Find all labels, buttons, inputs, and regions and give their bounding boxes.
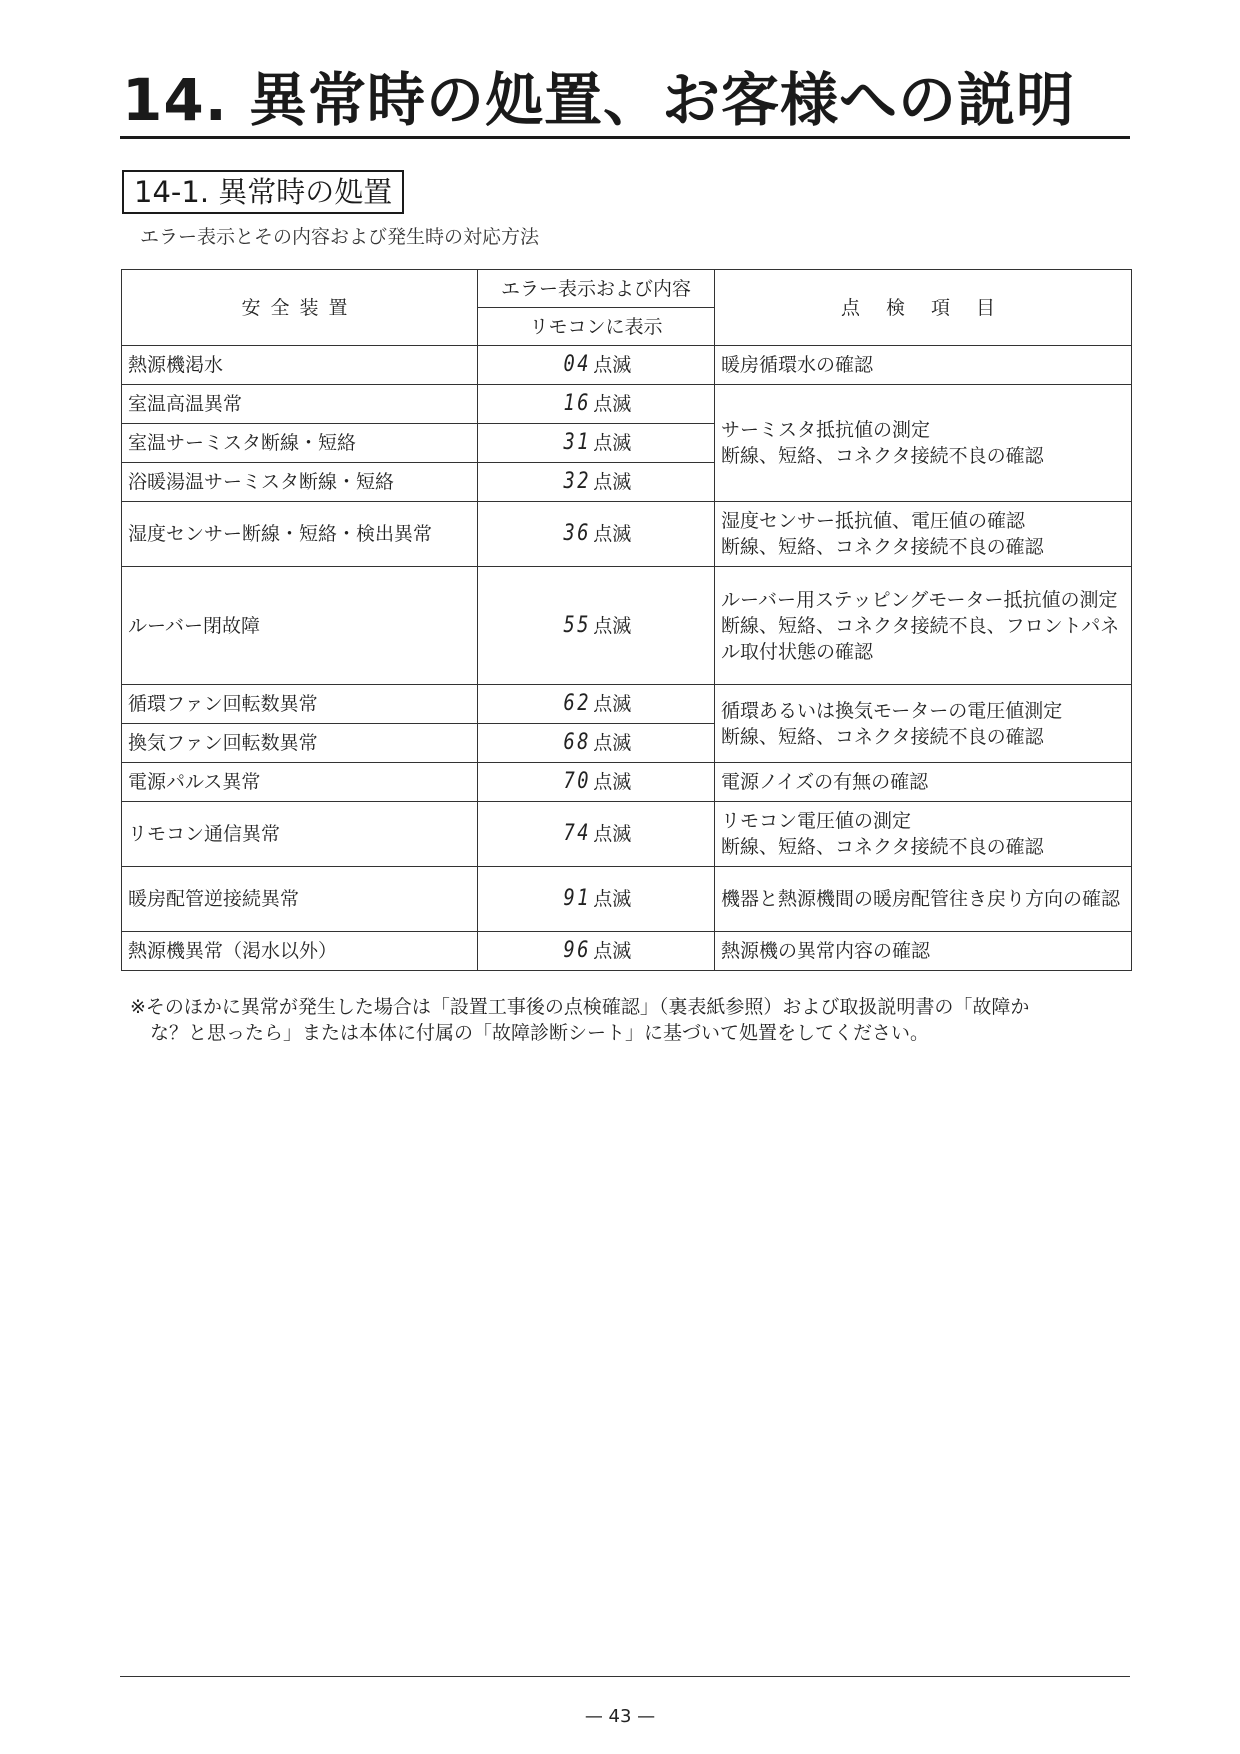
blink-label: 点滅 — [593, 888, 632, 910]
code-cell — [478, 502, 715, 567]
blink-label: 点滅 — [593, 693, 632, 715]
check-cell — [715, 802, 1132, 867]
blink-label: 点滅 — [593, 523, 632, 545]
device-cell: 熱源機渇水 — [122, 346, 478, 385]
check-line: リモコン電圧値の測定 — [721, 810, 912, 832]
error-code: 70 — [563, 769, 591, 794]
error-code: 16 — [563, 391, 591, 416]
check-cell — [715, 685, 1132, 763]
code-cell — [478, 685, 715, 724]
check-line: サーミスタ抵抗値の測定 — [721, 419, 931, 441]
page-number: — 43 — — [584, 1706, 656, 1727]
code-cell — [478, 424, 715, 463]
table-row — [122, 567, 1132, 685]
header-check: 点 検 項 目 — [715, 270, 1132, 346]
code-cell — [478, 385, 715, 424]
footnote-line: ※そのほかに異常が発生した場合は「設置工事後の点検確認」（裏表紙参照）および取扱説明書の「故障か — [130, 996, 1030, 1018]
check-cell — [715, 763, 1132, 802]
header-device: 安全装置 — [122, 270, 478, 346]
blink-label: 点滅 — [593, 771, 632, 793]
device-cell: リモコン通信異常 — [122, 802, 478, 867]
blink-label: 点滅 — [593, 940, 632, 962]
error-code: 36 — [563, 521, 591, 546]
check-line: 循環あるいは換気モーターの電圧値測定 — [721, 699, 1063, 722]
blink-label: 点滅 — [593, 732, 632, 754]
check-line: 熱源機の異常内容の確認 — [721, 940, 931, 962]
check-cell — [715, 567, 1132, 685]
device-cell: 湿度センサー断線・短絡・検出異常 — [122, 502, 478, 567]
section-subtitle: エラー表示とその内容および発生時の対応方法 — [140, 226, 540, 248]
check-line: 断線、短絡、コネクタ接続不良の確認 — [721, 725, 1044, 748]
table-row — [122, 802, 1132, 867]
footnote-line: な？と思ったら」または本体に付属の「故障診断シート」に基づいて処置をしてください。 — [150, 1022, 930, 1044]
check-cell — [715, 346, 1132, 385]
error-code: 55 — [563, 612, 591, 638]
code-cell — [478, 346, 715, 385]
code-cell — [478, 802, 715, 867]
blink-label: 点滅 — [593, 823, 632, 845]
check-line: ルーバー用ステッピングモーター抵抗値の測定 — [721, 588, 1118, 611]
chapter-title: 14. 異常時の処置、お客様への説明 — [122, 66, 1075, 134]
device-cell: ルーバー閉故障 — [122, 567, 478, 685]
check-cell — [715, 502, 1132, 567]
table-row — [122, 502, 1132, 567]
code-cell — [478, 867, 715, 932]
check-line: 断線、短絡、コネクタ接続不良の確認 — [721, 445, 1044, 467]
table-row — [122, 867, 1132, 932]
device-cell: 熱源機異常（渇水以外） — [122, 932, 478, 971]
error-code: 74 — [563, 821, 591, 846]
table-row — [122, 932, 1132, 971]
table-row — [122, 385, 1132, 424]
blink-label: 点滅 — [593, 393, 632, 415]
check-cell — [715, 932, 1132, 971]
error-code: 04 — [563, 352, 591, 377]
device-cell: 循環ファン回転数異常 — [122, 685, 478, 724]
error-code: 32 — [563, 469, 591, 494]
check-cell — [715, 385, 1132, 502]
blink-label: 点滅 — [593, 432, 632, 454]
check-line: 断線、短絡、コネクタ接続不良、フロントパネル取付状態の確認 — [721, 614, 1120, 663]
header-remote: リモコンに表示 — [478, 308, 715, 346]
check-line: 暖房循環水の確認 — [721, 354, 874, 376]
error-code: 31 — [563, 430, 591, 455]
device-cell: 電源パルス異常 — [122, 763, 478, 802]
code-cell — [478, 724, 715, 763]
check-line: 断線、短絡、コネクタ接続不良の確認 — [721, 836, 1044, 858]
error-code: 96 — [563, 938, 591, 963]
header-error-display: エラー表示および内容 — [478, 270, 715, 308]
check-line: 断線、短絡、コネクタ接続不良の確認 — [721, 536, 1044, 558]
blink-label: 点滅 — [593, 614, 632, 637]
table-row — [122, 685, 1132, 724]
check-line: 機器と熱源機間の暖房配管往き戻り方向の確認 — [721, 888, 1121, 910]
code-cell — [478, 463, 715, 502]
device-cell: 浴暖湯温サーミスタ断線・短絡 — [122, 463, 478, 502]
code-cell — [478, 567, 715, 685]
table-row — [122, 763, 1132, 802]
blink-label: 点滅 — [593, 471, 632, 493]
blink-label: 点滅 — [593, 354, 632, 376]
footnote — [130, 994, 1130, 1046]
error-table — [121, 269, 1132, 971]
footer-rule — [120, 1676, 1130, 1677]
error-code: 62 — [563, 691, 591, 716]
check-cell — [715, 867, 1132, 932]
device-cell: 室温サーミスタ断線・短絡 — [122, 424, 478, 463]
error-code: 91 — [563, 886, 591, 911]
code-cell — [478, 932, 715, 971]
error-code: 68 — [563, 730, 591, 755]
code-cell — [478, 763, 715, 802]
device-cell: 換気ファン回転数異常 — [122, 724, 478, 763]
device-cell: 暖房配管逆接続異常 — [122, 867, 478, 932]
table-row — [122, 346, 1132, 385]
chapter-rule — [120, 136, 1130, 139]
check-line: 湿度センサー抵抗値、電圧値の確認 — [721, 510, 1026, 532]
section-title: 14-1. 異常時の処置 — [122, 170, 404, 214]
check-line: 電源ノイズの有無の確認 — [721, 771, 929, 793]
device-cell: 室温高温異常 — [122, 385, 478, 424]
